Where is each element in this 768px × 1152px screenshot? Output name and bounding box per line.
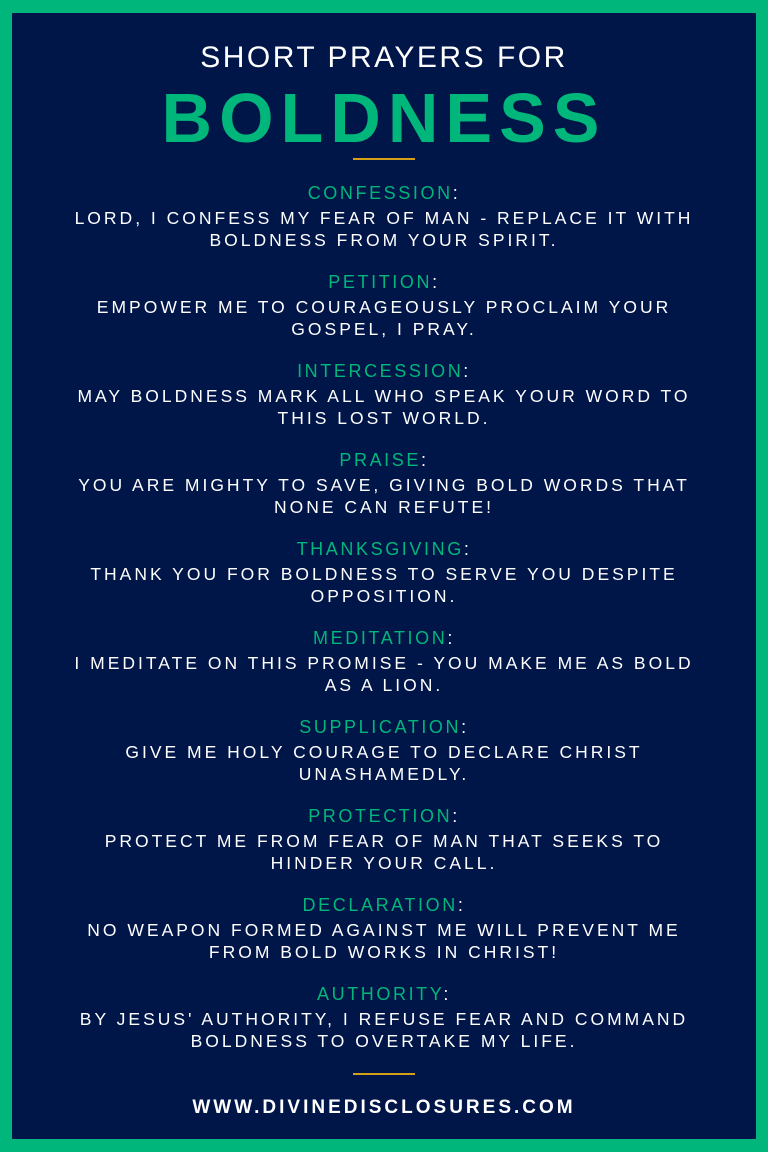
prayer-section <box>0 271 768 360</box>
prayer-section <box>0 627 768 716</box>
label-colon: : <box>443 984 452 1004</box>
prayer-label: CONFESSION <box>307 183 453 203</box>
label-colon: : <box>463 539 472 559</box>
prayer-heading <box>0 805 768 830</box>
prayer-heading <box>0 182 768 207</box>
prayer-heading <box>0 627 768 652</box>
prayer-section <box>0 894 768 983</box>
divider-bottom <box>353 1073 415 1075</box>
prayer-heading <box>0 360 768 385</box>
prayer-text-line: BOLDNESS TO OVERTAKE MY LIFE. <box>190 1031 578 1051</box>
prayer-section <box>0 716 768 805</box>
prayer-list <box>0 182 768 1072</box>
prayer-text-line: BY JESUS' AUTHORITY, I REFUSE FEAR AND COMMAND <box>79 1008 689 1029</box>
prayer-text-line: OPPOSITION. <box>310 586 458 606</box>
prayer-text-line: THIS LOST WORLD. <box>277 408 491 428</box>
prayer-text-line: BOLDNESS FROM YOUR SPIRIT. <box>209 230 559 250</box>
label-colon: : <box>447 628 455 648</box>
prayer-text-line: EMPOWER ME TO COURAGEOUSLY PROCLAIM YOUR <box>96 296 672 317</box>
label-colon: : <box>463 361 471 381</box>
prayer-label: PRAISE <box>339 450 421 470</box>
subtitle: SHORT PRAYERS FOR <box>200 41 568 74</box>
prayer-section <box>0 805 768 894</box>
prayer-text-line: THANK YOU FOR BOLDNESS TO SERVE YOU DESPITE <box>90 563 678 584</box>
prayer-label: SUPPLICATION <box>299 717 462 737</box>
label-colon: : <box>457 895 466 915</box>
prayer-text-line: UNASHAMEDLY. <box>298 764 470 784</box>
prayer-section <box>0 983 768 1072</box>
prayer-label: MEDITATION <box>313 628 448 648</box>
label-colon: : <box>452 806 460 826</box>
prayer-text-line: MAY BOLDNESS MARK ALL WHO SPEAK YOUR WORD TO <box>77 385 691 406</box>
prayer-text-line: FROM BOLD WORKS IN CHRIST! <box>208 942 560 962</box>
page-title: BOLDNESS <box>161 79 607 157</box>
prayer-section <box>0 182 768 271</box>
prayer-text-line: YOU ARE MIGHTY TO SAVE, GIVING BOLD WORDS THAT <box>78 474 690 495</box>
prayer-heading <box>0 894 768 919</box>
prayer-label: DECLARATION <box>302 895 458 915</box>
prayer-heading <box>0 983 768 1008</box>
prayer-text-line: PROTECT ME FROM FEAR OF MAN THAT SEEKS TO <box>104 830 664 851</box>
prayer-section <box>0 360 768 449</box>
prayer-text-line: NONE CAN REFUTE! <box>273 497 495 517</box>
prayer-heading <box>0 538 768 563</box>
prayer-label: PETITION <box>328 272 433 292</box>
label-colon: : <box>461 717 469 737</box>
prayer-label: AUTHORITY <box>316 984 444 1004</box>
prayer-text-line: GOSPEL, I PRAY. <box>291 319 477 339</box>
prayer-text-line: GIVE ME HOLY COURAGE TO DECLARE CHRIST <box>125 741 643 762</box>
prayer-text-line: AS A LION. <box>324 675 444 695</box>
prayer-text-line: LORD, I CONFESS MY FEAR OF MAN - REPLACE IT WITH <box>74 207 694 228</box>
prayer-label: INTERCESSION <box>297 361 464 381</box>
prayer-section <box>0 449 768 538</box>
prayer-heading <box>0 449 768 474</box>
prayer-text-line: I MEDITATE ON THIS PROMISE - YOU MAKE ME AS BOLD <box>74 652 694 673</box>
prayer-label: THANKSGIVING <box>296 539 464 559</box>
label-colon: : <box>432 272 440 292</box>
label-colon: : <box>421 450 429 470</box>
prayer-section <box>0 538 768 627</box>
divider-top <box>353 158 415 160</box>
prayer-heading <box>0 716 768 741</box>
prayer-text-line: HINDER YOUR CALL. <box>270 853 498 873</box>
prayer-label: PROTECTION <box>308 806 453 826</box>
label-colon: : <box>452 183 461 203</box>
website-link[interactable]: WWW.DIVINEDISCLOSURES.COM <box>192 1097 576 1118</box>
prayer-text-line: NO WEAPON FORMED AGAINST ME WILL PREVENT ME <box>87 919 681 940</box>
prayer-heading <box>0 271 768 296</box>
